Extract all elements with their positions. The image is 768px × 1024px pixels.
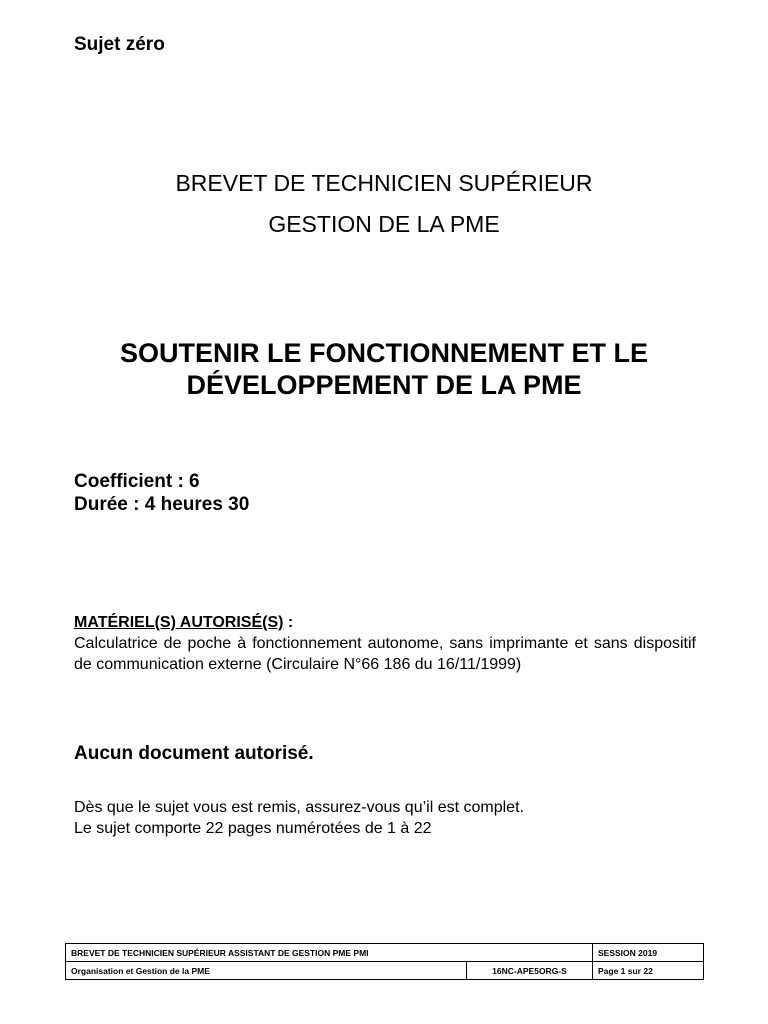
- exam-title-line1: BREVET DE TECHNICIEN SUPÉRIEUR: [175, 170, 593, 196]
- footer-session: SESSION 2019: [593, 944, 704, 962]
- footer-table: [65, 943, 704, 980]
- no-document-notice: Aucun document autorisé.: [74, 743, 314, 764]
- footer-subject: Organisation et Gestion de la PME: [66, 962, 467, 980]
- instruction-line2: Le sujet comporte 22 pages numérotées de 1 à 22: [74, 820, 432, 837]
- footer-row: [66, 944, 704, 962]
- exam-meta: [74, 470, 249, 516]
- footer-row: [66, 962, 704, 980]
- subject-title: [40, 337, 728, 401]
- subject-title-line1: SOUTENIR LE FONCTIONNEMENT ET LE: [119, 338, 648, 368]
- footer-code: 16NC-APE5ORG-S: [467, 962, 593, 980]
- footer-page-number: Page 1 sur 22: [593, 962, 704, 980]
- duree: Durée : 4 heures 30: [74, 494, 250, 515]
- materiel-description: Calculatrice de poche à fonctionnement autonome, sans imprimante et sans dispositif de communication externe (Circulaire N°66 186 du 16/11/1999): [74, 635, 696, 673]
- coefficient: Coefficient : 6: [74, 471, 200, 492]
- materiel-heading-text: MATÉRIEL(S) AUTORISÉ(S): [74, 614, 284, 631]
- footer-program: BREVET DE TECHNICIEN SUPÉRIEUR ASSISTANT DE GESTION PME PMI: [66, 944, 593, 962]
- exam-title-line2: GESTION DE LA PME: [268, 211, 500, 237]
- materiel-section: [74, 612, 696, 675]
- subject-title-line2: DÉVELOPPEMENT DE LA PME: [186, 370, 582, 400]
- sujet-label: Sujet zéro: [74, 34, 165, 55]
- instruction-line1: Dès que le sujet vous est remis, assurez-vous qu’il est complet.: [74, 799, 524, 816]
- materiel-heading: [74, 612, 696, 633]
- materiel-heading-colon: :: [283, 614, 294, 631]
- instructions: [74, 797, 524, 839]
